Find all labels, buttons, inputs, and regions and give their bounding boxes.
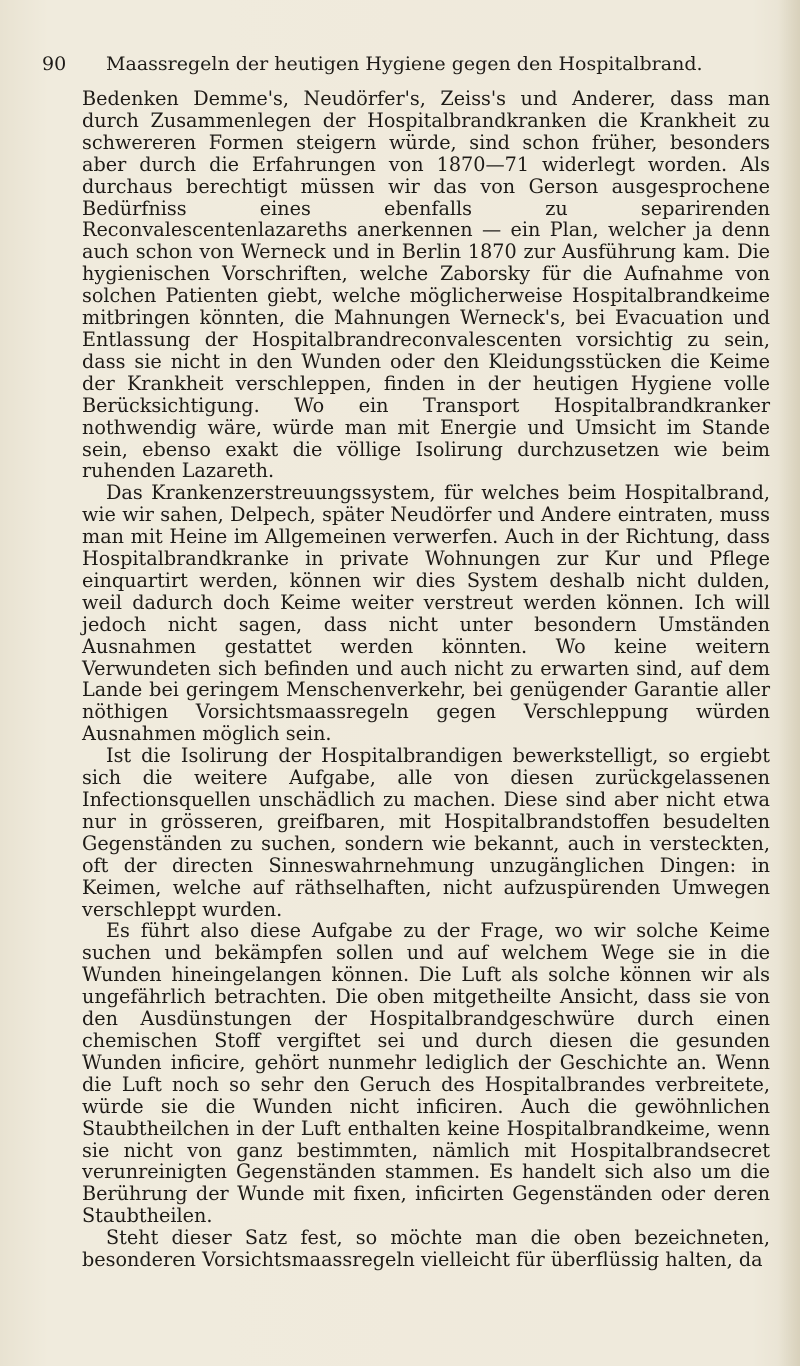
paragraph-3: Ist die Isolirung der Hospitalbrandigen bewerkstelligt, so ergiebt sich die weitere Aufgabe, alle von diesen zurückgelassenen Infectionsquellen unschädlich zu machen. Diese sind aber nicht etwa nur in grösseren, greifbaren, mit Hospitalbrandstoffen besudelten Gegenständen zu suchen, sondern wie bekannt, auch in versteckten, oft der directen Sinneswahrnehmung unzugänglichen Dingen: in Keimen, welche auf räthselhaften, nicht aufzuspürenden Umwegen verschleppt wurden. xyxy=(82,744,770,921)
body-text xyxy=(82,88,770,1271)
page-number: 90 xyxy=(42,53,67,75)
paragraph-2: Das Krankenzerstreuungssystem, für welches beim Hospitalbrand, wie wir sahen, Delpech, später Neudörfer und Andere eintraten, muss man mit Heine im Allgemeinen verwerfen. Auch in der Richtung, dass Hospitalbrandkranke in private Wohnungen zur Kur und Pflege einquartirt werden, können wir dies System deshalb nicht dulden, weil dadurch doch Keime weiter verstreut werden können. Ich will jedoch nicht sagen, dass nicht unter besondern Umständen Ausnahmen gestattet werden könnten. Wo keine weitern Verwundeten sich befinden und auch nicht zu erwarten sind, auf dem Lande bei geringem Menschenverkehr, bei genügender Garantie aller nöthigen Vorsichtsmaassregeln gegen Verschleppung würden Ausnahmen möglich sein. xyxy=(82,481,770,746)
page-edge-shadow xyxy=(778,0,800,1366)
paragraph-1: Bedenken Demme's, Neudörfer's, Zeiss's und Anderer, dass man durch Zusammenlegen der Hospitalbrandkranken die Krankheit zu schwereren Formen steigern würde, sind schon früher, besonders aber durch die Erfahrungen von 1870—71 widerlegt worden. Als durchaus berechtigt müssen wir das von Gerson ausgesprochene Bedürfniss eines ebenfalls zu separirenden Reconvalescentenlazareths anerkennen — ein Plan, welcher ja denn auch schon von Werneck und in Berlin 1870 zur Ausführung kam. Die hygienischen Vorschriften, welche Zaborsky für die Aufnahme von solchen Patienten giebt, welche möglicherweise Hospitalbrandkeime mitbringen könnten, die Mahnungen Werneck's, bei Evacuation und Entlassung der Hospitalbrandreconvalescenten vorsichtig zu sein, dass sie nicht in den Wunden oder den Kleidungsstücken die Keime der Krankheit verschleppen, finden in der heutigen Hygiene volle Berücksichtigung. Wo ein Transport Hospitalbrandkranker nothwendig wäre, würde man mit Energie und Umsicht im Stande sein, ebenso exakt die völlige Isolirung durchzusetzen wie beim ruhenden Lazareth. xyxy=(82,87,770,483)
running-title: Maassregeln der heutigen Hygiene gegen den Hospitalbrand. xyxy=(106,53,703,75)
paragraph-5: Steht dieser Satz fest, so möchte man die oben bezeichneten, besonderen Vorsichtsmaassregeln vielleicht für überflüssig halten, da xyxy=(82,1226,770,1272)
paragraph-4: Es führt also diese Aufgabe zu der Frage, wo wir solche Keime suchen und bekämpfen sollen und auf welchem Wege sie in die Wunden hineingelangen können. Die Luft als solche können wir als ungefährlich betrachten. Die oben mitgetheilte Ansicht, dass sie von den Ausdünstungen der Hospitalbrandgeschwüre durch einen chemischen Stoff vergiftet sei und durch diesen die gesunden Wunden inficire, gehört nunmehr lediglich der Geschichte an. Wenn die Luft noch so sehr den Geruch des Hospitalbrandes verbreitete, würde sie die Wunden nicht inficiren. Auch die gewöhnlichen Staubtheilchen in der Luft enthalten keine Hospitalbrandkeime, wenn sie nicht von ganz bestimmten, nämlich mit Hospitalbrandsecret verunreinigten Gegenständen stammen. Es handelt sich also um die Berührung der Wunde mit fixen, inficirten Gegenständen oder deren Staubtheilen. xyxy=(82,919,770,1228)
running-head xyxy=(42,52,762,76)
